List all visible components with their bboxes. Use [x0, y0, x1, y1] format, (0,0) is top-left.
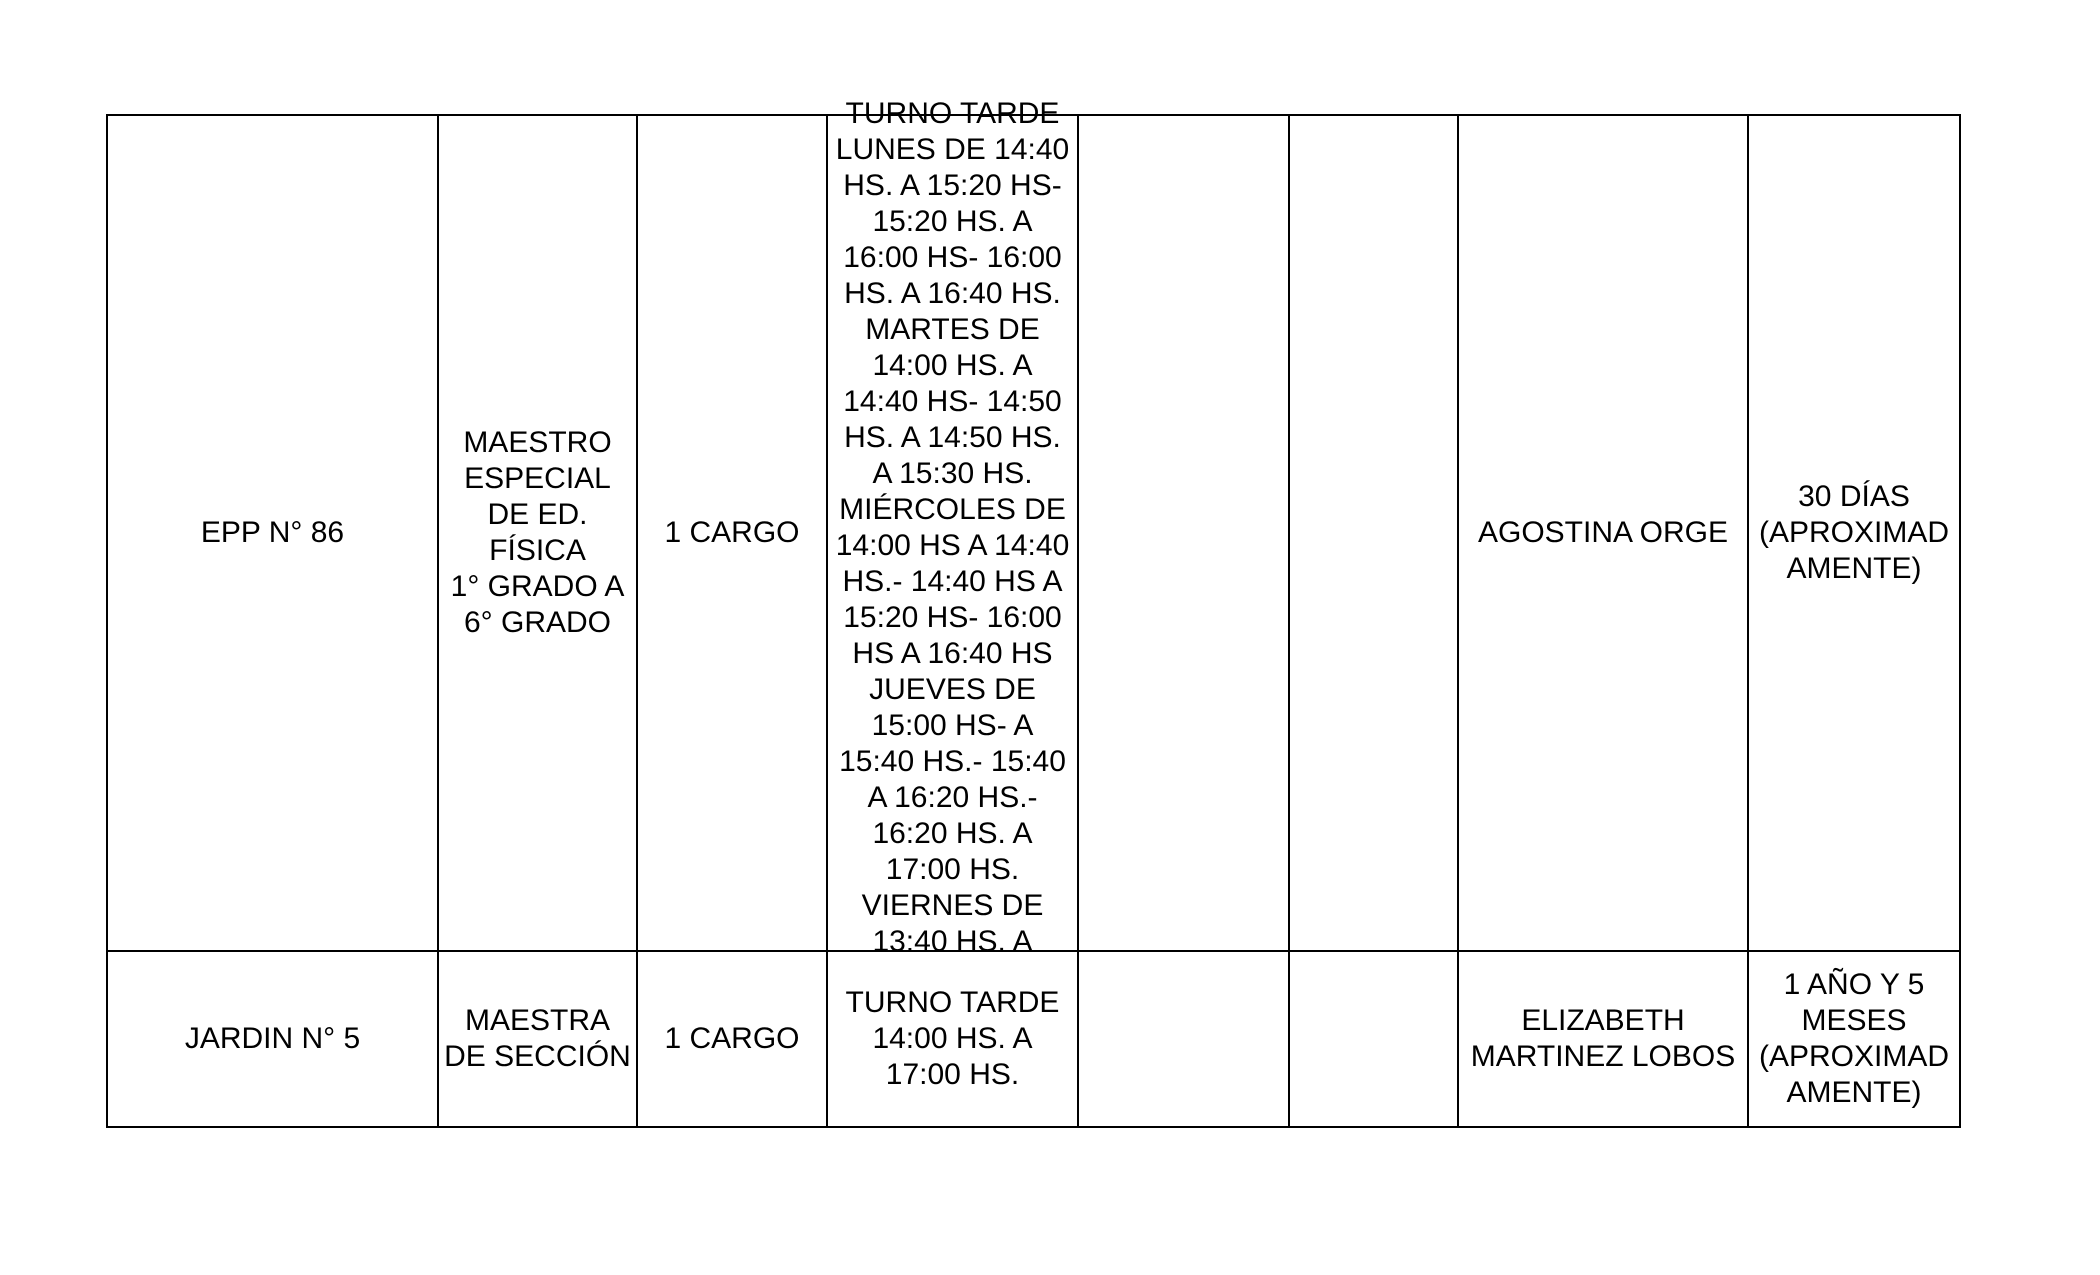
- school-cell: [107, 951, 438, 1127]
- name-cell: [1458, 115, 1748, 951]
- schedule-text: TURNO TARDE LUNES DE 14:40 HS. A 15:20 HS- 15:20 HS. A 16:00 HS- 16:00 HS. A 16:40 HS. MARTES DE 14:00 HS. A 14:40 HS- 14:50 HS. A 14:50 HS. A 15:30 HS. MIÉRCOLES DE 14:00 HS A 14:40 HS.- 14:40 HS A 15:20 HS- 16:00 HS A 16:40 HS JUEVES DE 15:00 HS- A 15:40 HS.- 15:40 A 16:20 HS.- 16:20 HS. A 17:00 HS. VIERNES DE 13:40 HS. A: [835, 97, 1070, 958]
- schedule-cell: [827, 951, 1078, 1127]
- school-cell: [107, 115, 438, 951]
- position-cell: [438, 115, 637, 951]
- name-cell: [1458, 951, 1748, 1127]
- quantity-cell: [637, 115, 827, 951]
- empty-cell: [1078, 115, 1289, 951]
- duration-text: 1 AÑO Y 5 MESES (APROXIMAD AMENTE): [1758, 968, 1950, 1109]
- schedule-cell: [827, 97, 1078, 958]
- empty-cell: [1078, 951, 1289, 1127]
- duration-cell: [1748, 951, 1960, 1127]
- duration-cell: [1748, 115, 1960, 951]
- name-text: ELIZABETH MARTINEZ LOBOS: [1470, 1004, 1736, 1073]
- quantity-text: 1 CARGO: [664, 1022, 800, 1055]
- position-text: MAESTRA DE SECCIÓN: [444, 1004, 631, 1073]
- school-text: JARDIN N° 5: [184, 1022, 361, 1055]
- schedule-text: TURNO TARDE 14:00 HS. A 17:00 HS.: [845, 986, 1060, 1091]
- table-row: [107, 115, 1960, 951]
- quantity-text: 1 CARGO: [664, 516, 800, 549]
- empty-cell: [1289, 115, 1458, 951]
- duration-text: 30 DÍAS (APROXIMAD AMENTE): [1758, 480, 1950, 585]
- quantity-cell: [637, 951, 827, 1127]
- empty-cell: [1289, 951, 1458, 1127]
- vacancy-table: [106, 97, 1961, 1128]
- name-text: AGOSTINA ORGE: [1477, 516, 1729, 549]
- position-cell: [438, 951, 637, 1127]
- table-row: [107, 951, 1960, 1127]
- position-text: MAESTRO ESPECIAL DE ED. FÍSICA 1° GRADO A 6° GRADO: [450, 426, 625, 639]
- school-text: EPP N° 86: [200, 516, 345, 549]
